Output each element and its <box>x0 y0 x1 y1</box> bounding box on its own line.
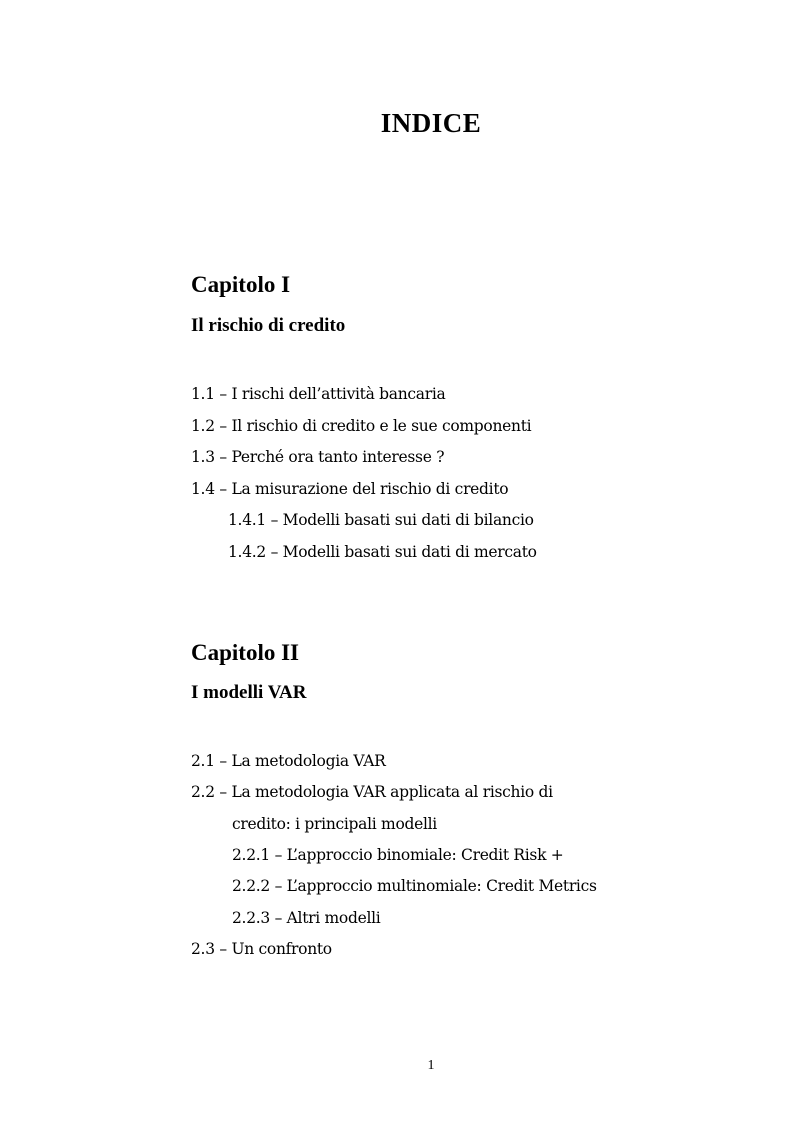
toc-entry-1-2: 1.2 – Il rischio di credito e le sue componenti <box>191 417 532 435</box>
toc-entry-2-2-continuation: credito: i principali modelli <box>232 815 437 833</box>
toc-entry-2-2-3: 2.2.3 – Altri modelli <box>232 909 381 927</box>
toc-entry-2-1: 2.1 – La metodologia VAR <box>191 752 386 770</box>
toc-entry-1-3: 1.3 – Perché ora tanto interesse ? <box>191 448 445 466</box>
toc-entry-1-4: 1.4 – La misurazione del rischio di credito <box>191 480 509 498</box>
page-title: INDICE <box>380 108 482 138</box>
chapter-2-heading: Capitolo II <box>191 640 299 665</box>
toc-entry-1-4-1: 1.4.1 – Modelli basati sui dati di bilancio <box>228 511 534 529</box>
toc-entry-2-3: 2.3 – Un confronto <box>191 940 332 958</box>
page-number: 1 <box>427 1058 435 1073</box>
toc-entry-1-4-2: 1.4.2 – Modelli basati sui dati di mercato <box>228 543 537 561</box>
chapter-1-heading: Capitolo I <box>191 272 291 297</box>
toc-entry-2-2-1: 2.2.1 – L’approccio binomiale: Credit Risk + <box>232 846 564 864</box>
chapter-2-subtitle: I modelli VAR <box>191 682 307 703</box>
chapter-1-subtitle: Il rischio di credito <box>191 315 346 336</box>
toc-entry-1-1: 1.1 – I rischi dell’attività bancaria <box>191 385 446 403</box>
toc-entry-2-2-2: 2.2.2 – L’approccio multinomiale: Credit Metrics <box>232 877 597 895</box>
toc-entry-2-2: 2.2 – La metodologia VAR applicata al rischio di <box>191 783 553 801</box>
